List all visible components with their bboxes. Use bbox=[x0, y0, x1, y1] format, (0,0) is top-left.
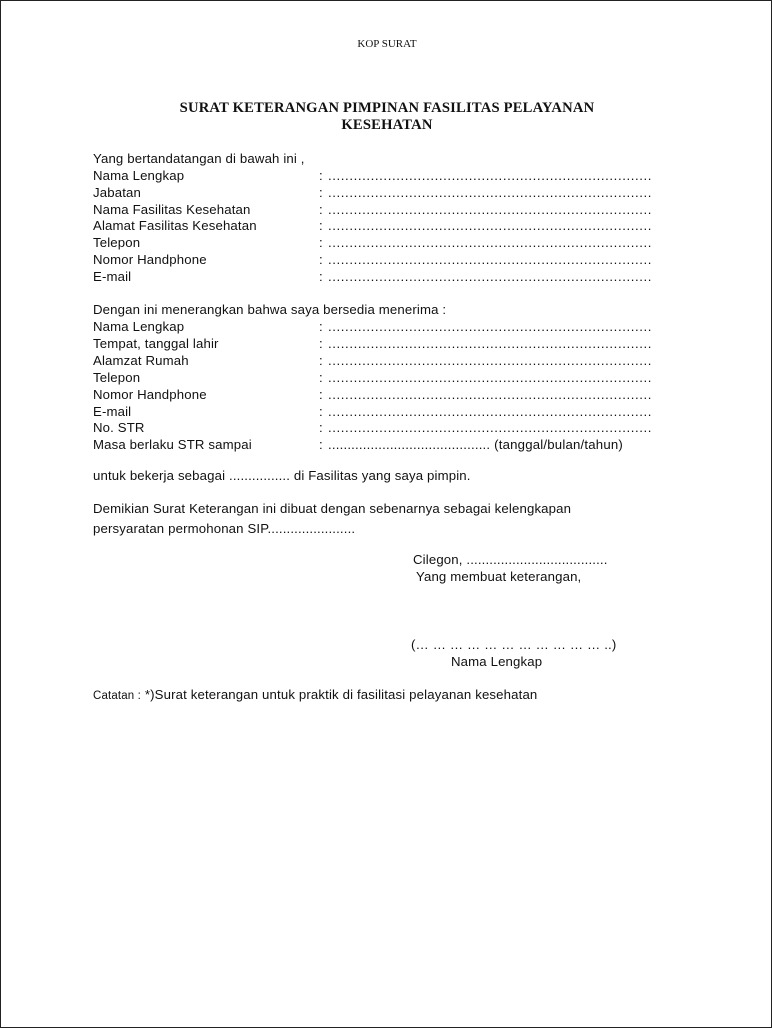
field-blank: ............................................................................ bbox=[328, 404, 653, 419]
field-blank: ............................................................................ bbox=[328, 353, 653, 368]
letterhead-placeholder: KOP SURAT bbox=[357, 38, 417, 50]
field-colon: : bbox=[319, 202, 323, 217]
field-label: Alamat Fasilitas Kesehatan bbox=[93, 218, 257, 233]
field-colon: : bbox=[319, 252, 323, 267]
signer-name: Nama Lengkap bbox=[451, 654, 543, 669]
document-title-line-1: SURAT KETERANGAN PIMPINAN FASILITAS PELAYANAN bbox=[179, 100, 595, 116]
signer-caption: Yang membuat keterangan, bbox=[416, 569, 582, 584]
field-blank-with-hint: .......................................... (tanggal/bulan/tahun) bbox=[328, 437, 623, 452]
field-colon: : bbox=[319, 235, 323, 250]
closing-line-2: persyaratan permohonan SIP....................... bbox=[93, 521, 356, 536]
work-statement: untuk bekerja sebagai ................ di Fasilitas yang saya pimpin. bbox=[93, 468, 471, 483]
field-blank: ............................................................................ bbox=[328, 252, 653, 267]
intro-signer: Yang bertandatangan di bawah ini , bbox=[93, 151, 305, 166]
field-label: E-mail bbox=[93, 404, 132, 419]
field-blank: ............................................................................ bbox=[328, 370, 653, 385]
field-blank: ............................................................................ bbox=[328, 420, 653, 435]
field-colon: : bbox=[319, 336, 323, 351]
field-blank: ............................................................................ bbox=[328, 336, 653, 351]
field-blank: ............................................................................ bbox=[328, 269, 653, 284]
document-title-line-2: KESEHATAN bbox=[341, 117, 433, 133]
place-date: Cilegon, ..................................... bbox=[413, 552, 608, 567]
field-label: E-mail bbox=[93, 269, 132, 284]
field-colon: : bbox=[319, 168, 323, 183]
field-label: Telepon bbox=[93, 370, 141, 385]
field-label: Nama Lengkap bbox=[93, 168, 185, 183]
intro-recipient: Dengan ini menerangkan bahwa saya bersedia menerima : bbox=[93, 302, 447, 317]
field-label: Tempat, tanggal lahir bbox=[93, 336, 219, 351]
signature-blank: (… … … … … … … … … … … ..) bbox=[411, 637, 617, 652]
field-colon: : bbox=[319, 319, 323, 334]
field-colon: : bbox=[319, 387, 323, 402]
field-blank: ............................................................................ bbox=[328, 387, 653, 402]
field-blank: ............................................................................ bbox=[328, 202, 653, 217]
field-colon: : bbox=[319, 420, 323, 435]
field-colon: : bbox=[319, 218, 323, 233]
field-label: Nomor Handphone bbox=[93, 387, 207, 402]
closing-line-1: Demikian Surat Keterangan ini dibuat dengan sebenarnya sebagai kelengkapan bbox=[93, 501, 572, 516]
field-blank: ............................................................................ bbox=[328, 319, 653, 334]
footnote-text: *)Surat keterangan untuk praktik di fasilitasi pelayanan kesehatan bbox=[141, 687, 538, 702]
field-colon: : bbox=[319, 370, 323, 385]
field-colon: : bbox=[319, 404, 323, 419]
field-blank: ............................................................................ bbox=[328, 235, 653, 250]
field-label: No. STR bbox=[93, 420, 145, 435]
field-label: Nomor Handphone bbox=[93, 252, 207, 267]
field-blank: ............................................................................ bbox=[328, 185, 653, 200]
field-blank: ............................................................................ bbox=[328, 168, 653, 183]
field-blank: ............................................................................ bbox=[328, 218, 653, 233]
field-label: Alamzat Rumah bbox=[93, 353, 189, 368]
field-colon: : bbox=[319, 269, 323, 284]
field-label: Masa berlaku STR sampai bbox=[93, 437, 252, 452]
field-label: Jabatan bbox=[93, 185, 141, 200]
field-colon: : bbox=[319, 185, 323, 200]
field-label: Nama Fasilitas Kesehatan bbox=[93, 202, 251, 217]
field-colon: : bbox=[319, 353, 323, 368]
field-label: Telepon bbox=[93, 235, 141, 250]
field-label: Nama Lengkap bbox=[93, 319, 185, 334]
field-colon: : bbox=[319, 437, 323, 452]
footnote-label: Catatan : bbox=[93, 690, 142, 702]
footnote bbox=[93, 687, 537, 702]
